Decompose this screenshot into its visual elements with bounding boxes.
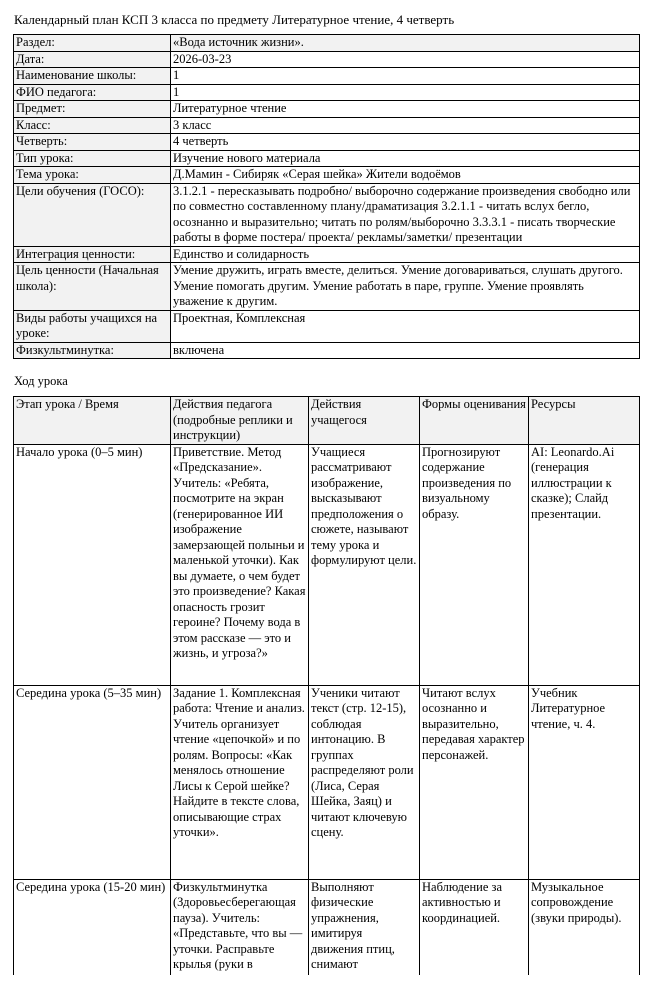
table-row [14,879,640,975]
meta-key: Наименование школы: [14,68,171,85]
meta-key: Раздел: [14,35,171,52]
meta-key: Виды работы учащихся на уроке: [14,310,171,342]
column-header: Действия учащегося [309,397,420,445]
meta-key: Интеграция ценности: [14,246,171,263]
meta-key: ФИО педагога: [14,84,171,101]
meta-row [14,117,640,134]
table-cell: Ученики читают текст (стр. 12-15), соблюдая интонацию. В группах распределяют роли (Лиса, Серая Шейка, Заяц) и читают ключевую сцену. [309,685,420,879]
meta-value: Литературное чтение [171,101,640,118]
document-title: Календарный план КСП 3 класса по предмету Литературное чтение, 4 четверть [14,12,455,27]
lesson-progress-title: Ход урока [14,374,68,388]
meta-value: Проектная, Комплексная [171,310,640,342]
meta-value: 3.1.2.1 - пересказывать подробно/ выборочно содержание произведения свободно или по совместно составленному плану/драматизация 3.2.1.1 - читать вслух бегло, осознанно и выразительно; читать по ролям/выборочно 3.3.3.1 - писать творческие работы в форме постера/ проекта/ рекламы/заметки/ презентации [171,183,640,246]
column-header: Формы оценивания [420,397,529,445]
lesson-plan-table [13,396,640,975]
meta-key: Предмет: [14,101,171,118]
meta-row [14,35,640,52]
meta-key: Класс: [14,117,171,134]
table-cell: Наблюдение за активностью и координацией. [420,879,529,975]
table-row [14,685,640,879]
column-header: Этап урока / Время [14,397,171,445]
lesson-meta-table [13,34,640,359]
meta-row [14,263,640,311]
table-cell: Приветствие. Метод «Предсказание». Учитель: «Ребята, посмотрите на экран (генерированное ИИ изображение замерзающей полыньи и маленькой уточки). Как вы думаете, о чем будет это произведение? Какая опасность грозит героине? Почему вода в этом рассказе — это и жизнь, и угроза?» [171,444,309,685]
table-cell: Выполняют физические упражнения, имитируя движения птиц, снимают [309,879,420,975]
table-cell: Учащиеся рассматривают изображение, высказывают предположения о сюжете, называют тему урока и формулируют цели. [309,444,420,685]
meta-key: Четверть: [14,134,171,151]
meta-value: Умение дружить, играть вместе, делиться. Умение договариваться, слушать другого. Умение помогать другим. Умение работать в паре, группе. Умение проявлять уважение к другим. [171,263,640,311]
meta-row [14,84,640,101]
table-cell: Читают вслух осознанно и выразительно, передавая характер персонажей. [420,685,529,879]
meta-value: 4 четверть [171,134,640,151]
table-cell: Начало урока (0–5 мин) [14,444,171,685]
table-cell: AI: Leonardo.Ai (генерация иллюстрации к сказке); Слайд презентации. [529,444,640,685]
column-header: Действия педагога (подробные реплики и инструкции) [171,397,309,445]
table-cell: Учебник Литературное чтение, ч. 4. [529,685,640,879]
meta-row [14,183,640,246]
table-cell: Середина урока (15-20 мин) [14,879,171,975]
meta-row [14,51,640,68]
meta-row [14,101,640,118]
table-header-row [14,397,640,445]
meta-value: 1 [171,84,640,101]
meta-row [14,68,640,85]
meta-value: 1 [171,68,640,85]
meta-value: Д.Мамин - Сибиряк «Серая шейка» Жители водоёмов [171,167,640,184]
meta-key: Тип урока: [14,150,171,167]
meta-row [14,342,640,359]
meta-row [14,150,640,167]
meta-value: включена [171,342,640,359]
meta-value: Единство и солидарность [171,246,640,263]
table-cell: Середина урока (5–35 мин) [14,685,171,879]
meta-value: 3 класс [171,117,640,134]
meta-value: «Вода источник жизни». [171,35,640,52]
meta-row [14,246,640,263]
meta-value: Изучение нового материала [171,150,640,167]
table-cell: Музыкальное сопровождение (звуки природы). [529,879,640,975]
table-cell: Физкультминутка (Здоровьесберегающая паузa). Учитель: «Представьте, что вы — уточки. Расправьте крылья (руки в [171,879,309,975]
meta-row [14,310,640,342]
meta-value: 2026-03-23 [171,51,640,68]
meta-key: Цели обучения (ГОСО): [14,183,171,246]
meta-key: Дата: [14,51,171,68]
meta-row [14,167,640,184]
meta-key: Тема урока: [14,167,171,184]
table-row [14,444,640,685]
meta-row [14,134,640,151]
meta-key: Физкультминутка: [14,342,171,359]
column-header: Ресурсы [529,397,640,445]
meta-key: Цель ценности (Начальная школа): [14,263,171,311]
table-cell: Прогнозируют содержание произведения по визуальному образу. [420,444,529,685]
table-cell: Задание 1. Комплексная работа: Чтение и анализ. Учитель организует чтение «цепочкой» и по ролям. Вопросы: «Как менялось отношение Лисы к Серой шейке? Найдите в тексте слова, описывающие страх уточки». [171,685,309,879]
